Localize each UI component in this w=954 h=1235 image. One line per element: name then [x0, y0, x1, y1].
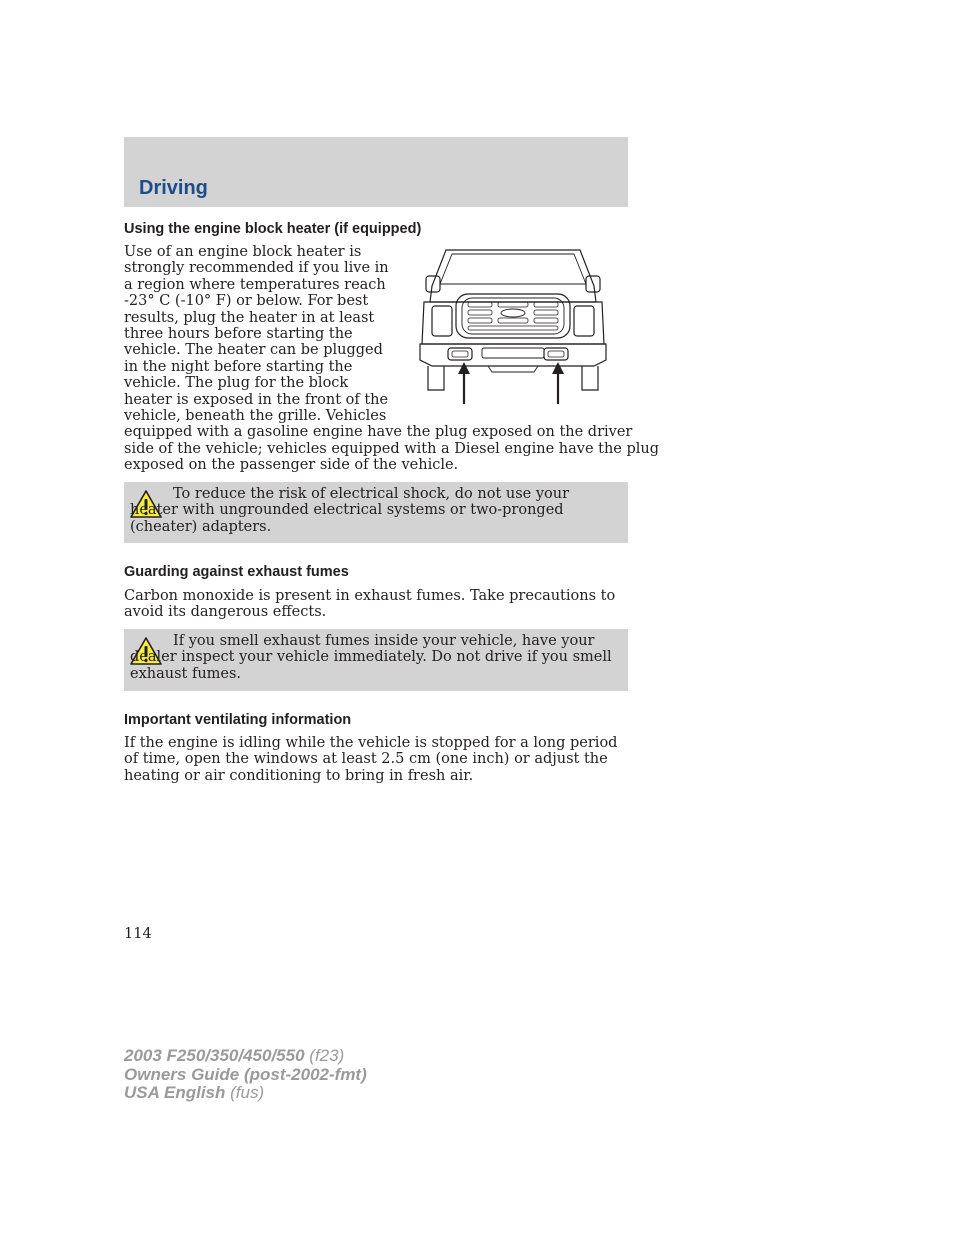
- text-line: heater is exposed in the front of the: [124, 391, 389, 408]
- ventilating-paragraph: If the engine is idling while the vehicle is stopped for a long period of time, open the windows at least 2.5 cm (one inch) or adjust the heating or air conditioning to bring in fresh air.: [124, 735, 618, 784]
- footer-model-code: (f23): [304, 1046, 345, 1065]
- footer-line-3: [124, 1084, 367, 1103]
- text-line: a region where temperatures reach: [124, 276, 386, 293]
- text-line: vehicle. The plug for the block: [124, 375, 349, 392]
- page-number: 114: [124, 926, 152, 942]
- text-line: vehicle. The heater can be plugged: [124, 342, 383, 359]
- warning-text: To reduce the risk of electrical shock, do not use your heater with ungrounded electrical systems or two-pronged (cheater) adapters.: [130, 486, 570, 535]
- section-title: Driving: [139, 177, 208, 199]
- heading-block-heater: Using the engine block heater (if equipped): [124, 221, 422, 237]
- heading-exhaust: Guarding against exhaust fumes: [124, 564, 349, 580]
- warning-exhaust-fumes: [124, 629, 628, 691]
- warning-text: If you smell exhaust fumes inside your vehicle, have your dealer inspect your vehicle immediately. Do not drive if you smell exhaust fumes.: [130, 633, 612, 682]
- footer-language: USA English: [124, 1083, 226, 1102]
- text-line: exposed on the passenger side of the vehicle.: [124, 457, 459, 474]
- section-header-band: [124, 137, 628, 207]
- text-line: side of the vehicle; vehicles equipped with a Diesel engine have the plug: [124, 440, 660, 457]
- exhaust-paragraph: Carbon monoxide is present in exhaust fumes. Take precautions to avoid its dangerous effects.: [124, 588, 616, 621]
- footer-line-2: Owners Guide (post-2002-fmt): [124, 1064, 367, 1084]
- text-line: in the night before starting the: [124, 358, 353, 375]
- warning-electrical-shock: [124, 482, 628, 543]
- footer-language-code: (fus): [225, 1083, 265, 1102]
- footer-model: 2003 F250/350/450/550: [124, 1046, 305, 1065]
- text-line: results, plug the heater in at least: [124, 309, 375, 326]
- text-line: -23° C (-10° F) or below. For best: [124, 293, 369, 310]
- text-line: vehicle, beneath the grille. Vehicles: [124, 408, 387, 425]
- truck-front-illustration: [418, 244, 608, 409]
- text-line: Use of an engine block heater is: [124, 244, 362, 260]
- text-line: strongly recommended if you live in: [124, 260, 389, 277]
- document-footer: [124, 1047, 367, 1103]
- footer-line-1: [124, 1047, 367, 1066]
- heading-ventilating: Important ventilating information: [124, 712, 352, 728]
- text-line: equipped with a gasoline engine have the plug exposed on the driver: [124, 424, 633, 441]
- text-line: three hours before starting the: [124, 326, 353, 343]
